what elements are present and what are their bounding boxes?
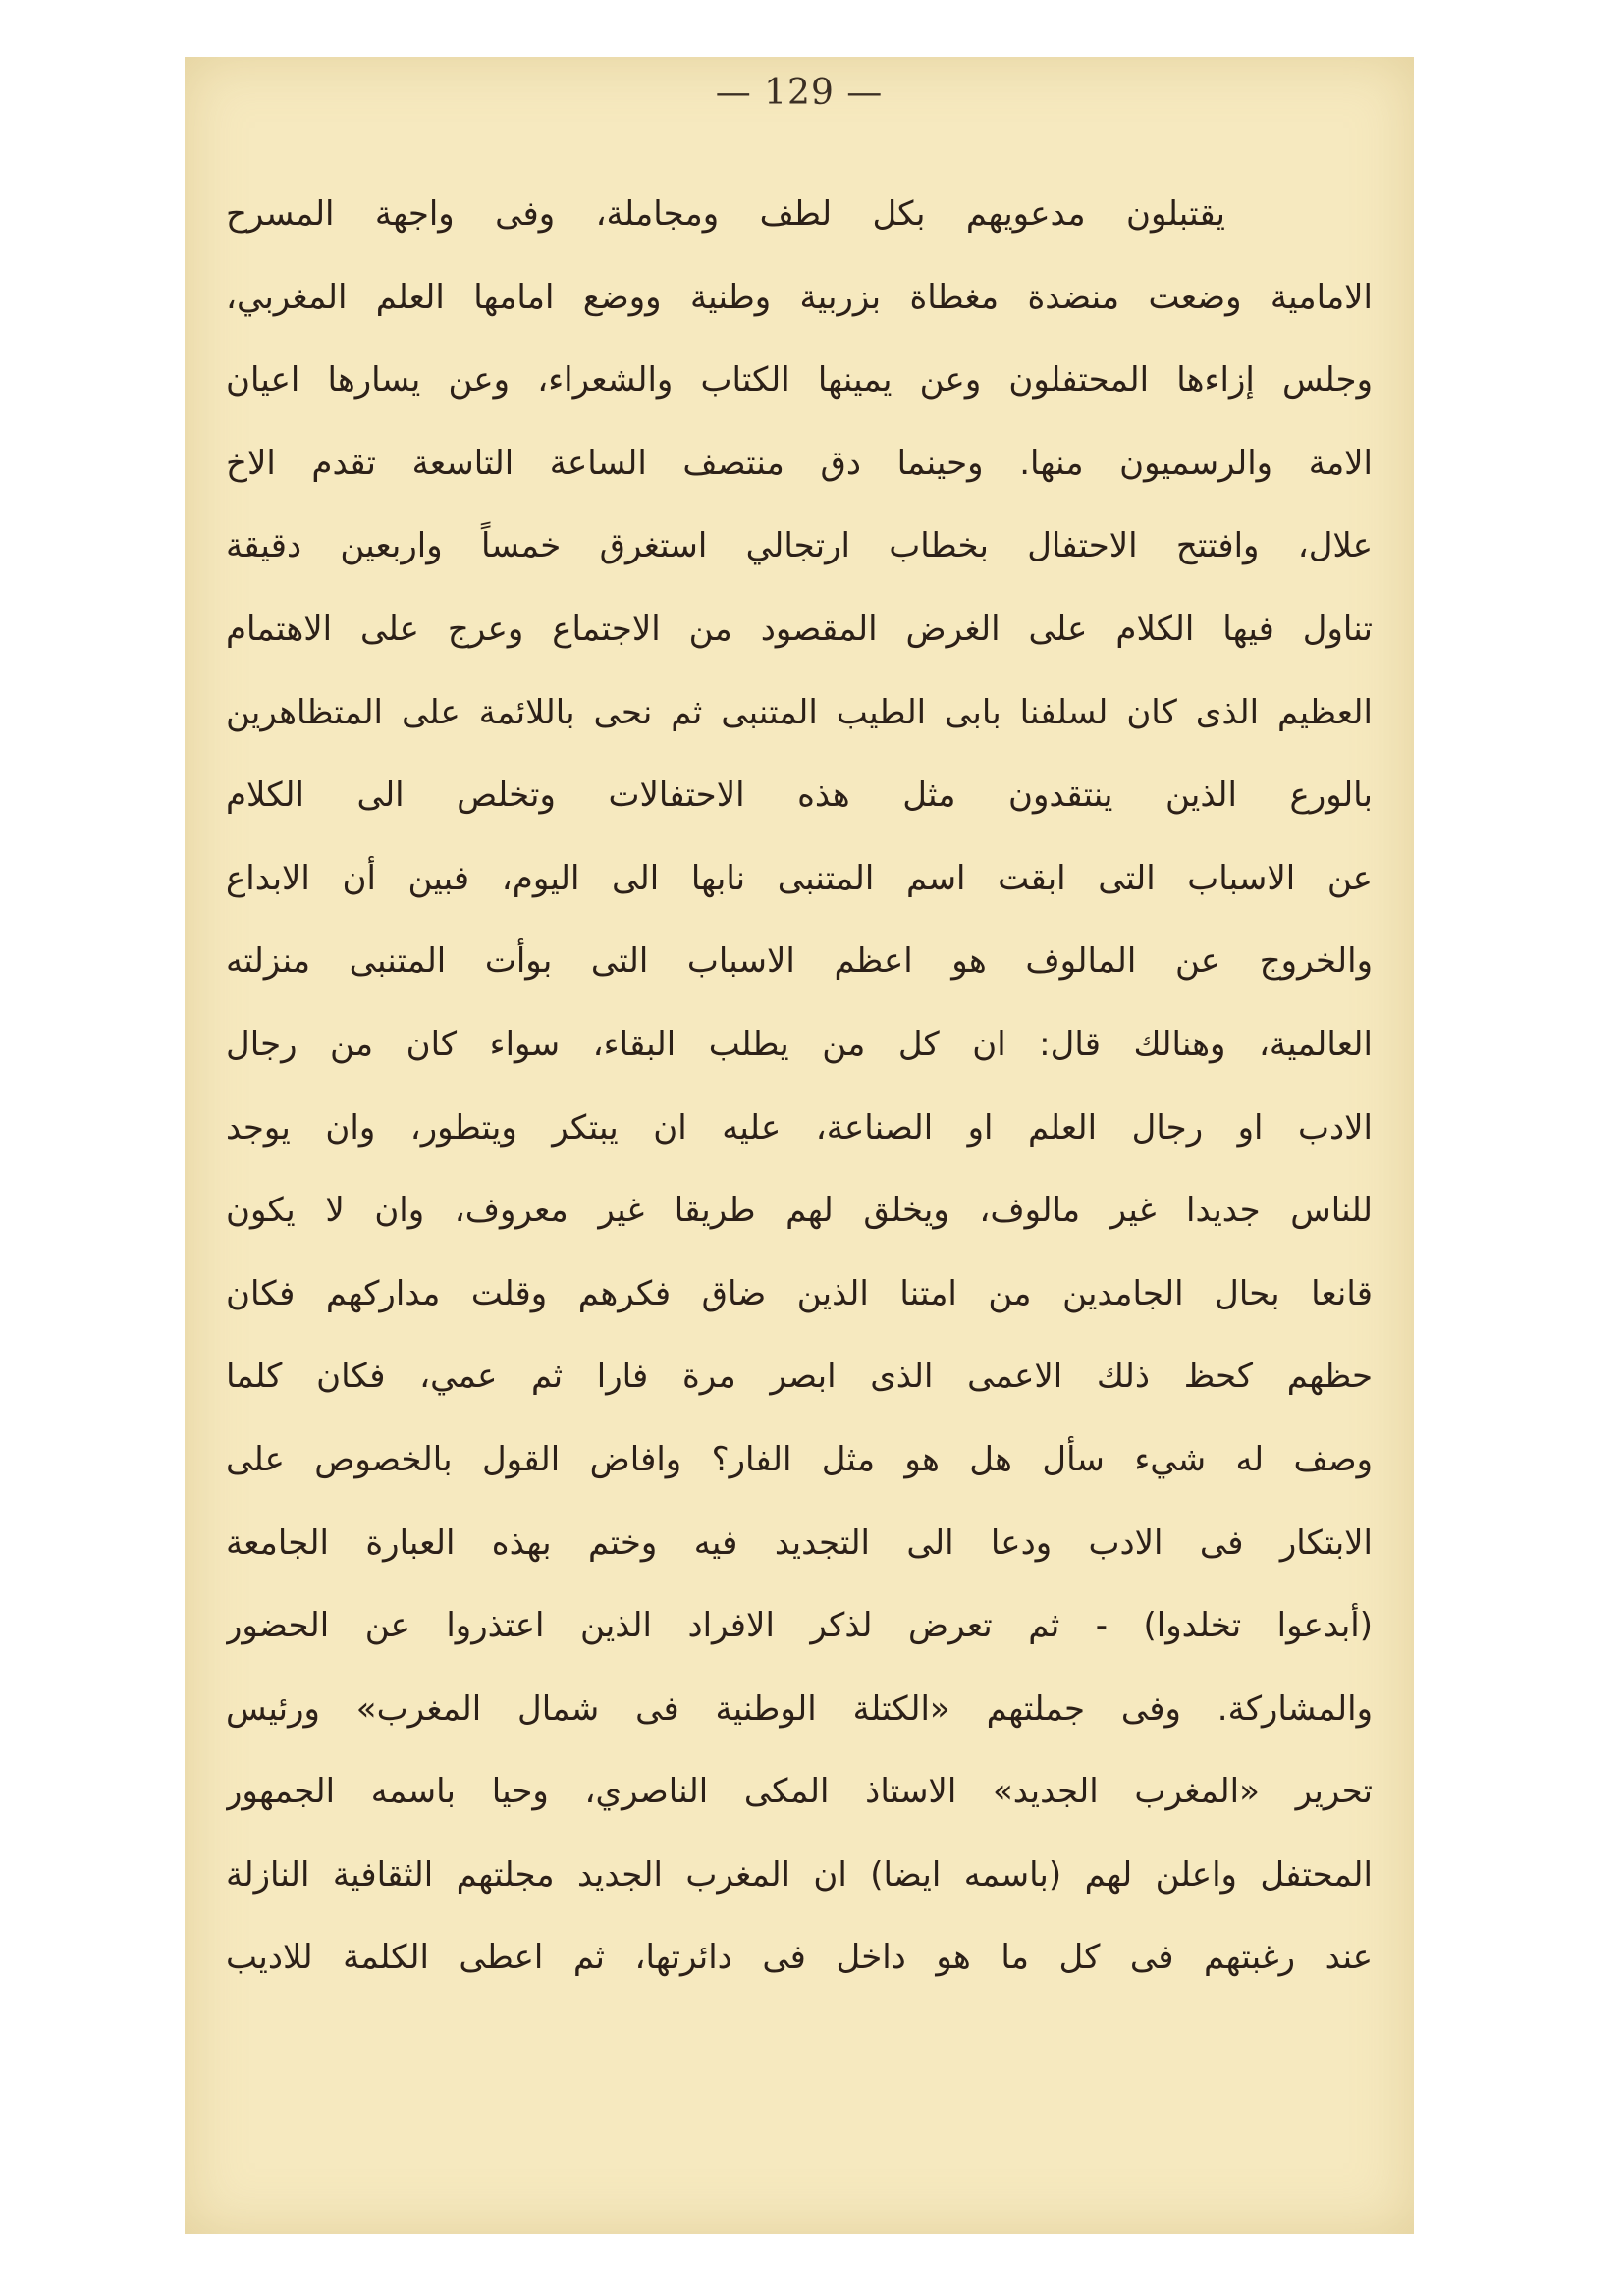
text-line: علال، وافتتح الاحتفال بخطاب ارتجالي استغرق خمساً واربعين دقيقة [226, 526, 1373, 566]
text-line: العظيم الذى كان لسلفنا بابى الطيب المتنبى ثم نحى باللائمة على المتظاهرين [226, 692, 1373, 732]
text-line: والمشاركة. وفى جملتهم «الكتلة الوطنية فى شمال المغرب» ورئيس [226, 1688, 1373, 1729]
text-line: تناول فيها الكلام على الغرض المقصود من الاجتماع وعرج على الاهتمام [226, 609, 1373, 649]
body-text [226, 173, 1373, 2000]
scanned-page [185, 57, 1414, 2234]
text-line: يقتبلون مدعويهم بكل لطف ومجاملة، وفى واجهة المسرح [226, 194, 1225, 234]
text-line: المحتفل واعلن لهم (باسمه ايضا) ان المغرب الجديد مجلتهم الثقافية النازلة [226, 1854, 1373, 1895]
text-line: تحرير «المغرب الجديد» الاستاذ المكى الناصري، وحيا باسمه الجمهور [226, 1772, 1373, 1812]
text-line: الادب او رجال العلم او الصناعة، عليه ان يبتكر ويتطور، وان يوجد [226, 1107, 1373, 1148]
text-line: قانعا بحال الجامدين من امتنا الذين ضاق فكرهم وقلت مداركهم فكان [226, 1273, 1373, 1313]
text-line: الامة والرسميون منها. وحينما دق منتصف الساعة التاسعة تقدم الاخ [226, 443, 1373, 483]
text-line: وصف له شيء سأل هل هو مثل الفار؟ وافاض القول بالخصوص على [226, 1439, 1373, 1479]
text-line: وجلس إزاءها المحتفلون وعن يمينها الكتاب والشعراء، وعن يسارها اعيان [226, 360, 1373, 400]
text-line: للناس جديدا غير مالوف، ويخلق لهم طريقا غير معروف، وان لا يكون [226, 1191, 1373, 1231]
text-line: حظهم كحظ ذلك الاعمى الذى ابصر مرة فارا ثم عمي، فكان كلما [226, 1357, 1373, 1397]
text-line: الابتكار فى الادب ودعا الى التجديد فيه وختم بهذه العبارة الجامعة [226, 1522, 1373, 1563]
text-line: الامامية وضعت منضدة مغطاة بزربية وطنية ووضع امامها العلم المغربي، [226, 277, 1373, 317]
text-line: عند رغبتهم فى كل ما هو داخل فى دائرتها، ثم اعطى الكلمة للاديب [226, 1938, 1373, 1978]
text-line: والخروج عن المالوف هو اعظم الاسباب التى بوأت المتنبى منزلته [226, 941, 1373, 982]
page-number: — 129 — [715, 73, 884, 113]
text-line: بالورع الذين ينتقدون مثل هذه الاحتفالات وتخلص الى الكلام [226, 775, 1373, 816]
text-line: (أبدعوا تخلدوا) - ثم تعرض لذكر الافراد الذين اعتذروا عن الحضور [226, 1606, 1373, 1646]
text-line: العالمية، وهنالك قال: ان كل من يطلب البقاء، سواء كان من رجال [226, 1024, 1373, 1064]
text-line: عن الاسباب التى ابقت اسم المتنبى نابها الى اليوم، فبين أن الابداع [226, 858, 1373, 898]
